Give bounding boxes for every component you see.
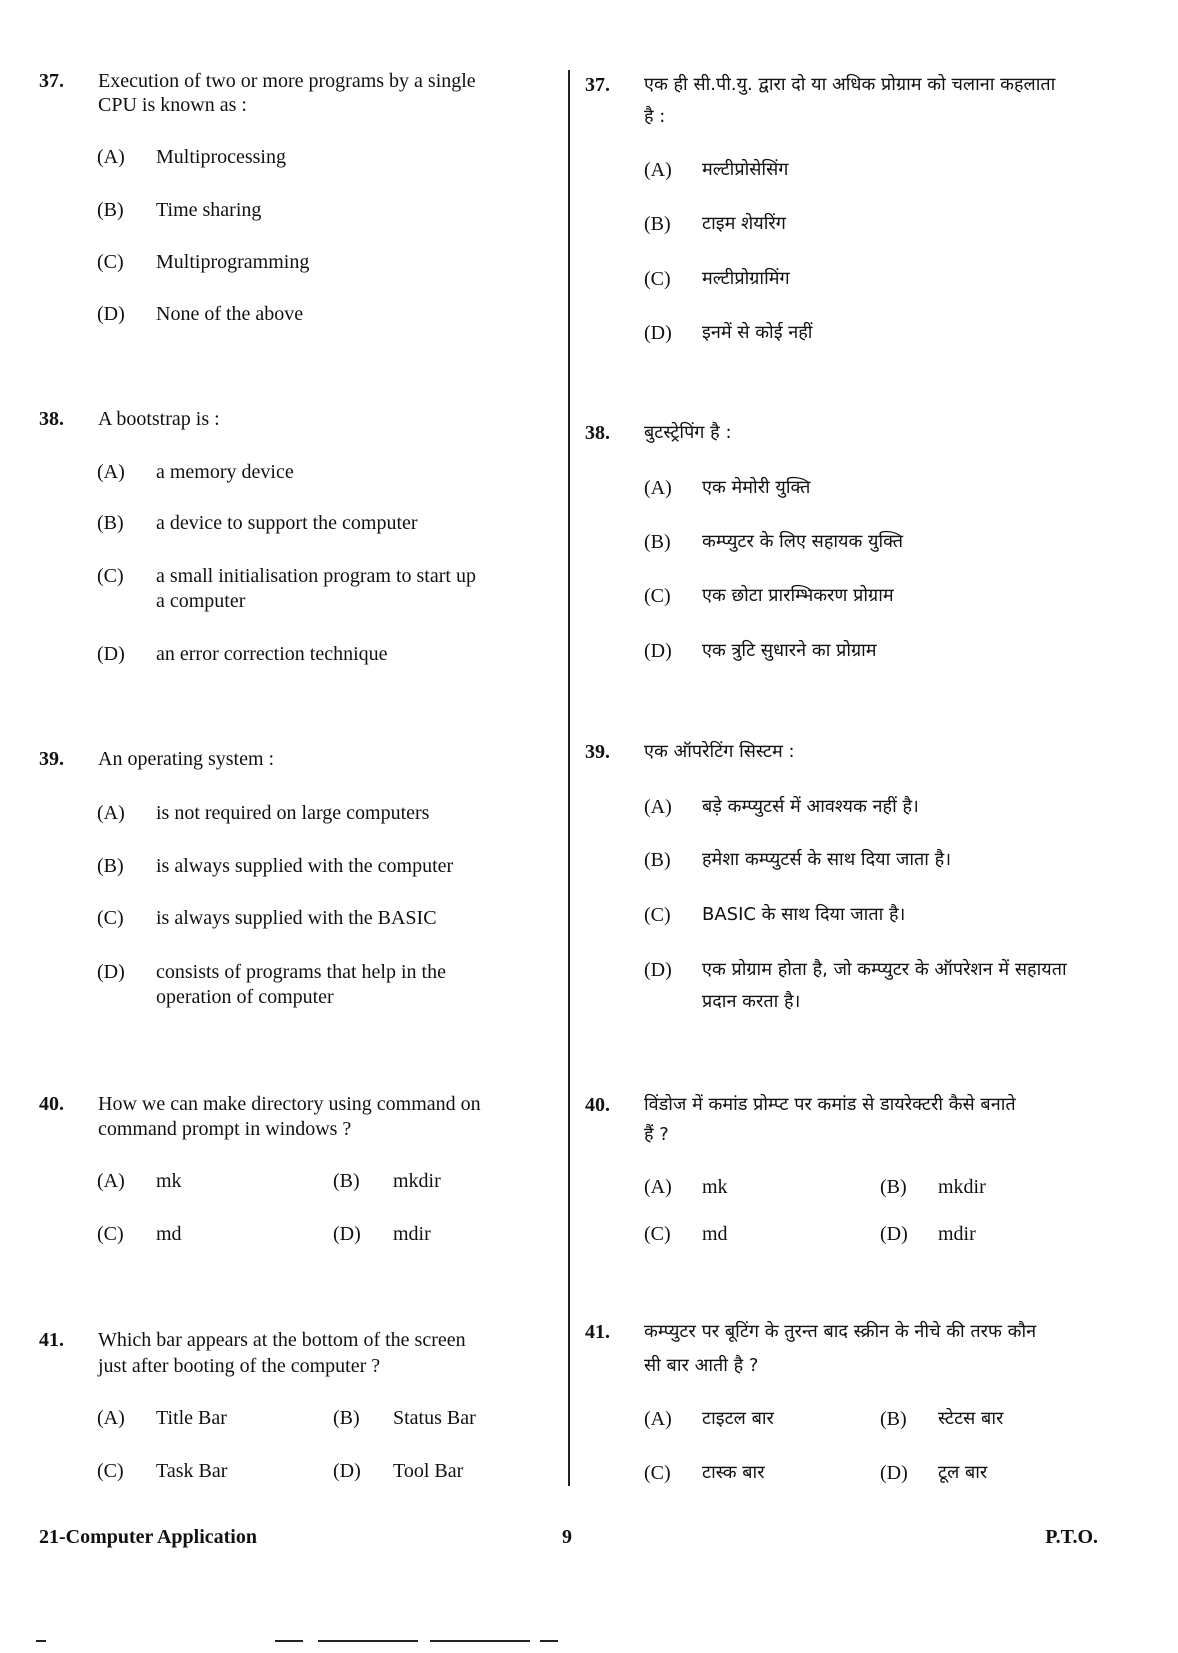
option-text: mkdir: [938, 1176, 986, 1198]
question-text: command prompt in windows ?: [98, 1118, 352, 1140]
option-letter: (C): [644, 1462, 671, 1484]
option-letter: (A): [644, 1176, 672, 1198]
scan-mark: [318, 1640, 418, 1642]
option-letter: (C): [97, 565, 124, 587]
question-text: An operating system :: [98, 748, 275, 770]
option-text: Title Bar: [156, 1407, 227, 1429]
option-text: consists of programs that help in the: [156, 961, 446, 983]
option-letter: (D): [644, 640, 672, 662]
option-letter: (B): [880, 1176, 907, 1198]
option-text: हमेशा कम्प्युटर्स के साथ दिया जाता है।: [702, 849, 952, 870]
option-text: a device to support the computer: [156, 512, 418, 534]
option-text: BASIC के साथ दिया जाता है।: [702, 904, 906, 925]
question-text: Execution of two or more programs by a single: [98, 70, 476, 92]
option-letter: (C): [97, 1460, 124, 1482]
option-letter: (C): [644, 268, 671, 290]
option-text: is always supplied with the BASIC: [156, 907, 437, 929]
question-number: 38.: [39, 408, 64, 430]
option-text: operation of computer: [156, 986, 334, 1008]
option-letter: (D): [97, 643, 125, 665]
option-text: Task Bar: [156, 1460, 228, 1482]
option-text: कम्प्युटर के लिए सहायक युक्ति: [702, 531, 904, 552]
option-text: टाइटल बार: [702, 1408, 774, 1429]
option-letter: (A): [644, 796, 672, 818]
scan-mark: [36, 1640, 46, 1642]
question-text: How we can make directory using command on: [98, 1093, 481, 1115]
option-letter: (D): [644, 322, 672, 344]
question-text: बुटस्ट्रेपिंग है :: [644, 422, 732, 443]
option-letter: (A): [97, 1170, 125, 1192]
question-text: है :: [644, 106, 666, 127]
option-text: a computer: [156, 590, 246, 612]
option-letter: (C): [644, 1223, 671, 1245]
option-letter: (B): [333, 1407, 360, 1429]
option-letter: (C): [97, 1223, 124, 1245]
option-letter: (B): [97, 855, 124, 877]
option-letter: (C): [97, 907, 124, 929]
option-text: टास्क बार: [702, 1462, 765, 1483]
option-text: बड़े कम्प्युटर्स में आवश्यक नहीं है।: [702, 796, 919, 817]
question-text: हैं ?: [644, 1124, 669, 1145]
option-text: एक त्रुटि सुधारने का प्रोग्राम: [702, 640, 877, 661]
option-letter: (B): [97, 512, 124, 534]
option-letter: (B): [333, 1170, 360, 1192]
footer-pto: P.T.O.: [1045, 1526, 1098, 1548]
question-text: कम्प्युटर पर बूटिंग के तुरन्त बाद स्क्रीन के नीचे की तरफ कौन: [644, 1321, 1037, 1342]
footer-page-number: 9: [562, 1526, 572, 1548]
option-letter: (A): [97, 146, 125, 168]
option-letter: (C): [97, 251, 124, 273]
option-text: एक प्रोग्राम होता है, जो कम्प्युटर के ऑपरेशन में सहायता: [702, 959, 1067, 980]
option-letter: (D): [880, 1462, 908, 1484]
option-text: mk: [156, 1170, 182, 1192]
scan-mark: [540, 1640, 558, 1642]
option-letter: (D): [97, 961, 125, 983]
option-text: an error correction technique: [156, 643, 388, 665]
option-letter: (D): [97, 303, 125, 325]
question-number: 40.: [585, 1094, 610, 1116]
option-text: Time sharing: [156, 199, 262, 221]
question-number: 37.: [39, 70, 64, 92]
question-number: 39.: [585, 741, 610, 763]
option-letter: (A): [644, 159, 672, 181]
question-number: 38.: [585, 422, 610, 444]
scan-mark: [430, 1640, 530, 1642]
option-text: md: [156, 1223, 182, 1245]
question-number: 37.: [585, 74, 610, 96]
question-text: एक ही सी.पी.यु. द्वारा दो या अधिक प्रोग्राम को चलाना कहलाता: [644, 74, 1056, 95]
option-text: Multiprogramming: [156, 251, 310, 273]
question-text: एक ऑपरेटिंग सिस्टम :: [644, 741, 795, 762]
question-number: 41.: [39, 1329, 64, 1351]
option-text: मल्टीप्रोग्रामिंग: [702, 268, 790, 289]
option-text: टूल बार: [938, 1462, 988, 1483]
option-text: a memory device: [156, 461, 294, 483]
option-letter: (B): [644, 213, 671, 235]
option-text: एक मेमोरी युक्ति: [702, 477, 811, 498]
option-letter: (B): [644, 849, 671, 871]
question-text: CPU is known as :: [98, 94, 247, 116]
option-text: None of the above: [156, 303, 304, 325]
option-letter: (B): [644, 531, 671, 553]
option-letter: (C): [644, 585, 671, 607]
option-letter: (D): [644, 959, 672, 981]
option-letter: (B): [880, 1408, 907, 1430]
option-text: एक छोटा प्रारम्भिकरण प्रोग्राम: [702, 585, 894, 606]
footer-subject: 21-Computer Application: [39, 1526, 257, 1548]
option-text: स्टेटस बार: [938, 1408, 1004, 1429]
option-text: mdir: [393, 1223, 431, 1245]
option-letter: (A): [97, 461, 125, 483]
question-number: 41.: [585, 1321, 610, 1343]
option-letter: (A): [644, 1408, 672, 1430]
option-text: Multiprocessing: [156, 146, 286, 168]
option-text: Status Bar: [393, 1407, 476, 1429]
question-text: सी बार आती है ?: [644, 1355, 759, 1376]
option-text: mdir: [938, 1223, 976, 1245]
option-text: md: [702, 1223, 728, 1245]
option-letter: (D): [333, 1223, 361, 1245]
question-number: 40.: [39, 1093, 64, 1115]
question-text: Which bar appears at the bottom of the screen: [98, 1329, 466, 1351]
option-letter: (A): [97, 1407, 125, 1429]
option-text: a small initialisation program to start up: [156, 565, 476, 587]
option-text: is not required on large computers: [156, 802, 430, 824]
question-number: 39.: [39, 748, 64, 770]
option-letter: (C): [644, 904, 671, 926]
option-text: mk: [702, 1176, 728, 1198]
option-text: mkdir: [393, 1170, 441, 1192]
option-text: टाइम शेयरिंग: [702, 213, 786, 234]
option-letter: (D): [880, 1223, 908, 1245]
option-letter: (A): [97, 802, 125, 824]
option-text: मल्टीप्रोसेसिंग: [702, 159, 789, 180]
option-letter: (B): [97, 199, 124, 221]
option-text: इनमें से कोई नहीं: [702, 322, 813, 343]
option-text: प्रदान करता है।: [702, 991, 801, 1012]
question-text: A bootstrap is :: [98, 408, 220, 430]
scan-mark: [275, 1640, 303, 1642]
option-letter: (A): [644, 477, 672, 499]
column-divider: [568, 70, 570, 1486]
option-text: is always supplied with the computer: [156, 855, 454, 877]
option-letter: (D): [333, 1460, 361, 1482]
question-text: just after booting of the computer ?: [98, 1355, 381, 1377]
option-text: Tool Bar: [393, 1460, 464, 1482]
question-text: विंडोज में कमांड प्रोम्प्ट पर कमांड से डायरेक्टरी कैसे बनाते: [644, 1094, 1016, 1115]
